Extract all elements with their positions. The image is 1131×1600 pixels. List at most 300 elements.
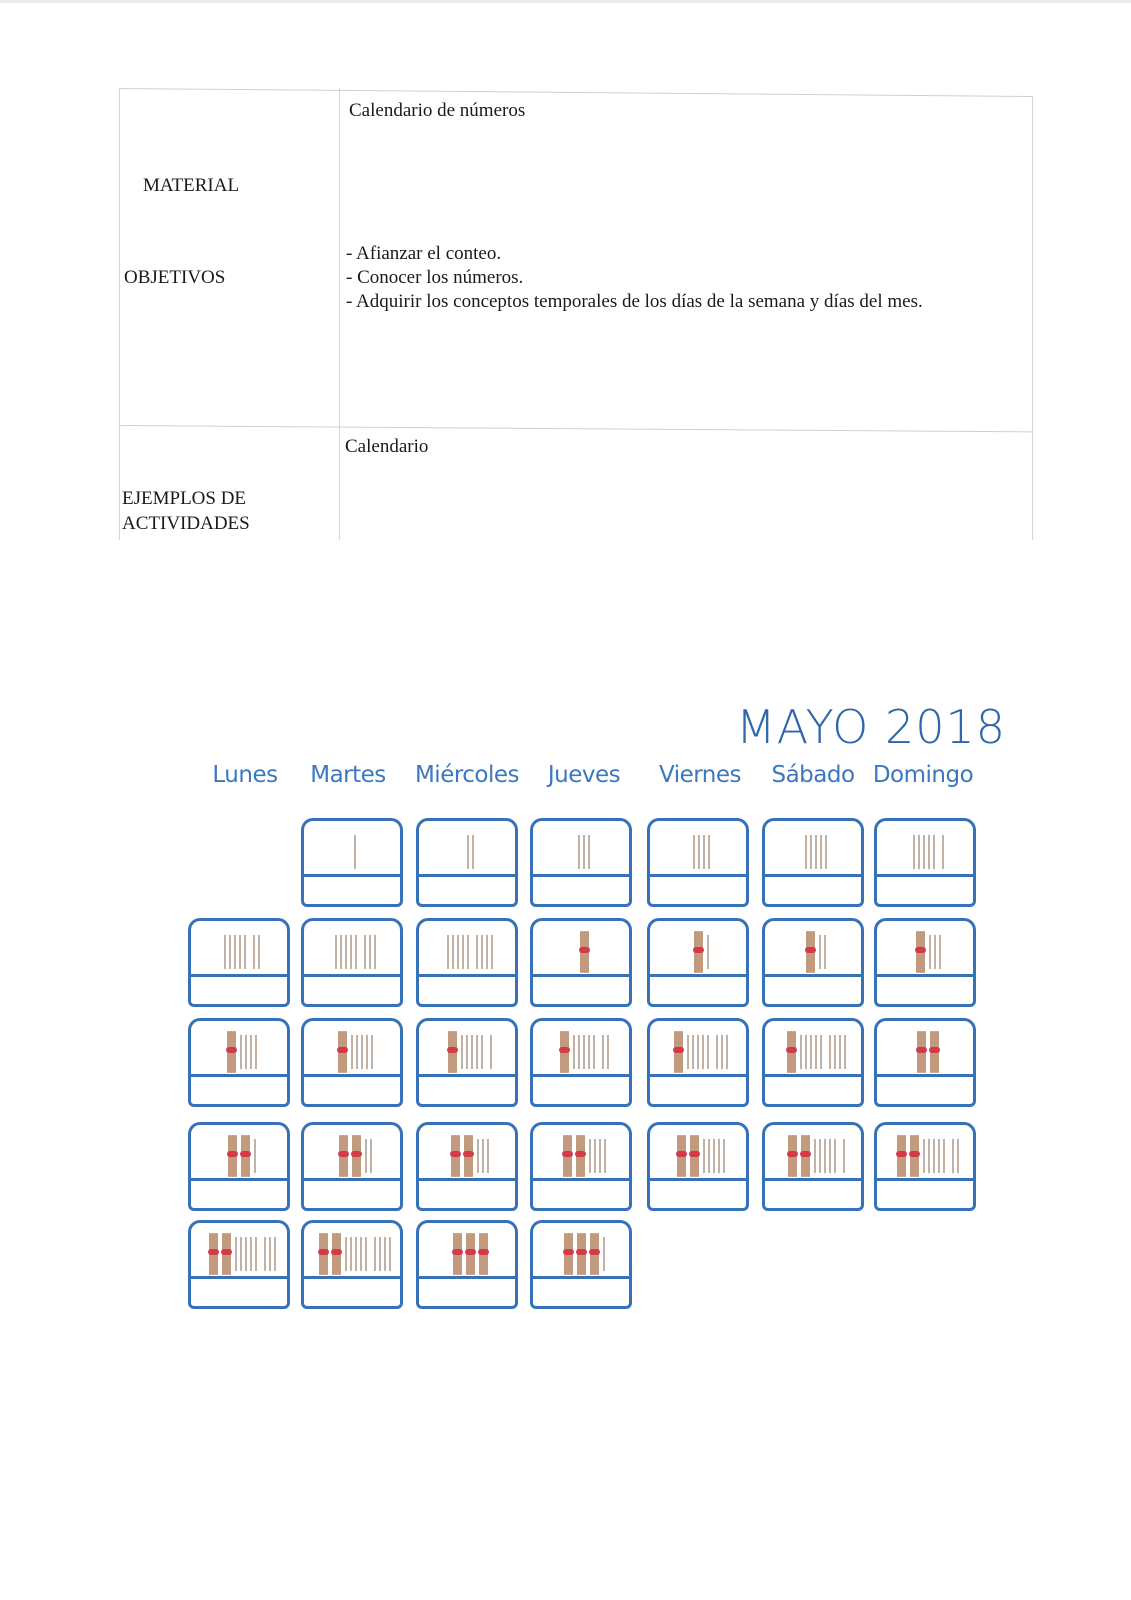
day-card-tally-area [301, 818, 403, 879]
unit-sticks [240, 1035, 257, 1069]
bundle-band [787, 1151, 798, 1157]
unit-stick [345, 1237, 347, 1271]
day-tally [422, 824, 518, 880]
weekday-domingo: Domingo [872, 762, 974, 788]
day-card-write-box[interactable] [188, 1178, 290, 1211]
day-card-tally-area [647, 818, 749, 879]
day-card-tally-area [530, 1018, 632, 1079]
unit-stick [481, 1035, 483, 1069]
unit-stick [819, 935, 821, 969]
unit-stick [707, 1035, 709, 1069]
unit-stick [583, 1035, 585, 1069]
unit-sticks [819, 935, 826, 969]
unit-sticks [461, 1035, 492, 1069]
weekday-sabado: Sábado [771, 762, 855, 788]
day-card[interactable] [188, 1220, 288, 1308]
day-card[interactable] [530, 818, 630, 906]
day-card-write-box[interactable] [530, 1074, 632, 1107]
bundle-band [575, 1151, 586, 1157]
day-card[interactable] [530, 1018, 630, 1106]
day-card-tally-area [188, 1122, 290, 1183]
unit-stick [939, 935, 941, 969]
unit-stick [240, 1237, 242, 1271]
unit-sticks [913, 835, 944, 869]
weekday-lunes: Lunes [212, 762, 278, 788]
unit-stick [335, 935, 337, 969]
unit-stick [467, 835, 469, 869]
unit-stick [702, 1035, 704, 1069]
unit-stick [834, 1139, 836, 1173]
unit-stick [815, 835, 817, 869]
unit-sticks [235, 1237, 276, 1271]
day-card-write-box[interactable] [647, 1178, 749, 1211]
day-tally [194, 924, 290, 980]
unit-stick [486, 935, 488, 969]
bundle-band [693, 947, 704, 953]
unit-stick [369, 935, 371, 969]
unit-stick [824, 935, 826, 969]
day-tally [653, 824, 749, 880]
unit-stick [703, 835, 705, 869]
day-card-write-box[interactable] [762, 1074, 864, 1107]
bundle-band [559, 1047, 570, 1053]
day-card-write-box[interactable] [762, 974, 864, 1007]
day-card-write-box[interactable] [416, 1276, 518, 1309]
day-tally [880, 924, 976, 980]
unit-stick [476, 1035, 478, 1069]
bundle-band [465, 1249, 476, 1255]
day-card-write-box[interactable] [647, 874, 749, 907]
day-card[interactable] [530, 1220, 630, 1308]
unit-stick [697, 1035, 699, 1069]
unit-stick [361, 1035, 363, 1069]
ten-stick-bundle [787, 1031, 796, 1073]
unit-stick [588, 1035, 590, 1069]
day-card-tally-area [647, 918, 749, 979]
unit-stick [365, 1139, 367, 1173]
unit-sticks [603, 1237, 605, 1271]
bundle-band [929, 1047, 940, 1053]
unit-stick [477, 1139, 479, 1173]
bundle-band [673, 1047, 684, 1053]
day-card-write-box[interactable] [874, 1178, 976, 1211]
unit-stick [692, 1035, 694, 1069]
ten-stick-bundle [451, 1135, 460, 1177]
day-card-tally-area [301, 1220, 403, 1281]
unit-stick [708, 1139, 710, 1173]
bundle-band [452, 1249, 463, 1255]
unit-sticks [693, 835, 710, 869]
bundle-band [805, 947, 816, 953]
day-card[interactable] [416, 918, 516, 1006]
ten-stick-bundle [209, 1233, 218, 1275]
day-card[interactable] [301, 1122, 401, 1210]
unit-stick [229, 935, 231, 969]
bundle-band [916, 1047, 927, 1053]
unit-stick [240, 1035, 242, 1069]
unit-stick [834, 1035, 836, 1069]
day-card-write-box[interactable] [530, 974, 632, 1007]
unit-stick [819, 1139, 821, 1173]
unit-stick [457, 935, 459, 969]
bundle-band [786, 1047, 797, 1053]
scan-edge [0, 0, 1131, 3]
day-card-tally-area [530, 818, 632, 879]
day-card[interactable] [530, 918, 630, 1006]
objetivo-item: - Adquirir los conceptos temporales de los días de la semana y días del mes. [346, 291, 923, 312]
unit-stick [707, 935, 709, 969]
unit-stick [721, 1035, 723, 1069]
unit-stick [345, 935, 347, 969]
day-card-write-box[interactable] [301, 874, 403, 907]
day-card[interactable] [647, 1122, 747, 1210]
day-card-write-box[interactable] [874, 1074, 976, 1107]
unit-stick [913, 835, 915, 869]
day-card-tally-area [647, 1122, 749, 1183]
day-card-write-box[interactable] [301, 974, 403, 1007]
ten-stick-bundle [227, 1031, 236, 1073]
unit-stick [814, 1139, 816, 1173]
day-card[interactable] [301, 1018, 401, 1106]
day-card-tally-area [762, 1018, 864, 1079]
day-card-tally-area [530, 918, 632, 979]
unit-stick [918, 835, 920, 869]
bundle-band [208, 1249, 219, 1255]
unit-stick [952, 1139, 954, 1173]
day-card-tally-area [874, 1122, 976, 1183]
ejemplos-label-line2: ACTIVIDADES [122, 513, 250, 534]
bundle-band [915, 947, 926, 953]
unit-stick [829, 1035, 831, 1069]
unit-stick [467, 935, 469, 969]
bundle-band [450, 1151, 461, 1157]
day-tally [653, 1128, 749, 1184]
unit-stick [462, 935, 464, 969]
unit-stick [461, 1035, 463, 1069]
day-card[interactable] [188, 1018, 288, 1106]
unit-stick [452, 935, 454, 969]
unit-stick [843, 1139, 845, 1173]
day-card-tally-area [647, 1018, 749, 1079]
day-card-write-box[interactable] [301, 1276, 403, 1309]
day-card-write-box[interactable] [874, 874, 976, 907]
day-card-write-box[interactable] [188, 1074, 290, 1107]
bundle-band [800, 1151, 811, 1157]
ten-stick-bundle [590, 1233, 599, 1275]
day-tally [307, 1128, 403, 1184]
unit-stick [274, 1237, 276, 1271]
unit-stick [239, 935, 241, 969]
unit-stick [800, 1035, 802, 1069]
unit-stick [810, 835, 812, 869]
day-tally [880, 824, 976, 880]
ten-stick-bundle [916, 931, 925, 973]
day-card[interactable] [188, 918, 288, 1006]
day-card-tally-area [762, 1122, 864, 1183]
unit-stick [933, 835, 935, 869]
day-card[interactable] [647, 918, 747, 1006]
bundle-band [896, 1151, 907, 1157]
bundle-band [318, 1249, 329, 1255]
unit-stick [472, 835, 474, 869]
day-card[interactable] [762, 1122, 862, 1210]
unit-stick [829, 1139, 831, 1173]
unit-stick [594, 1139, 596, 1173]
unit-sticks [447, 935, 493, 969]
unit-stick [360, 1237, 362, 1271]
ten-stick-bundle [448, 1031, 457, 1073]
day-card[interactable] [874, 1122, 974, 1210]
calendar-title: MAYO 2018 [736, 700, 1007, 754]
unit-sticks [703, 1139, 725, 1173]
bundle-band [579, 947, 590, 953]
ten-stick-bundle [241, 1135, 250, 1177]
table-column-divider [339, 88, 340, 540]
unit-stick [805, 1035, 807, 1069]
day-card-write-box[interactable] [416, 974, 518, 1007]
day-tally [194, 1024, 290, 1080]
ten-stick-bundle [319, 1233, 328, 1275]
day-card-write-box[interactable] [416, 1074, 518, 1107]
ten-stick-bundle [352, 1135, 361, 1177]
unit-stick [957, 1139, 959, 1173]
unit-stick [604, 1139, 606, 1173]
bundle-band [227, 1151, 238, 1157]
unit-stick [805, 835, 807, 869]
day-card-tally-area [416, 1018, 518, 1079]
day-card[interactable] [416, 1018, 516, 1106]
ten-stick-bundle [806, 931, 815, 973]
unit-stick [825, 835, 827, 869]
ten-stick-bundle [332, 1233, 341, 1275]
objetivo-item: - Afianzar el conteo. [346, 243, 502, 264]
day-card[interactable] [762, 1018, 862, 1106]
unit-sticks [365, 1139, 372, 1173]
day-card[interactable] [762, 918, 862, 1006]
unit-sticks [351, 1035, 373, 1069]
unit-stick [340, 935, 342, 969]
unit-sticks [467, 835, 474, 869]
unit-stick [810, 1035, 812, 1069]
day-tally [536, 1024, 632, 1080]
day-card[interactable] [301, 918, 401, 1006]
ten-stick-bundle [788, 1135, 797, 1177]
weekday-jueves: Jueves [547, 762, 621, 788]
day-card[interactable] [874, 918, 974, 1006]
day-card-write-box[interactable] [530, 1276, 632, 1309]
unit-stick [447, 935, 449, 969]
day-card-write-box[interactable] [530, 1178, 632, 1211]
unit-stick [235, 1237, 237, 1271]
day-tally [422, 924, 518, 980]
day-card[interactable] [301, 1220, 401, 1308]
weekday-miercoles: Miércoles [414, 762, 520, 788]
ten-stick-bundle [222, 1233, 231, 1275]
unit-stick [244, 935, 246, 969]
bundle-band [463, 1151, 474, 1157]
bundle-band [221, 1249, 232, 1255]
unit-stick [356, 1035, 358, 1069]
ten-stick-bundle [801, 1135, 810, 1177]
day-card-tally-area [301, 918, 403, 979]
day-card-write-box[interactable] [530, 874, 632, 907]
unit-sticks [224, 935, 260, 969]
unit-sticks [254, 1139, 256, 1173]
day-card-write-box[interactable] [301, 1178, 403, 1211]
objetivos-label: OBJETIVOS [124, 267, 226, 288]
material-label: MATERIAL [143, 175, 240, 196]
unit-sticks [578, 835, 590, 869]
bundle-band [576, 1249, 587, 1255]
bundle-band [478, 1249, 489, 1255]
day-card[interactable] [874, 818, 974, 906]
unit-stick [708, 835, 710, 869]
day-card-write-box[interactable] [416, 874, 518, 907]
unit-stick [366, 1035, 368, 1069]
unit-stick [839, 1035, 841, 1069]
unit-stick [364, 935, 366, 969]
ten-stick-bundle [690, 1135, 699, 1177]
unit-stick [583, 835, 585, 869]
ten-stick-bundle [466, 1233, 475, 1275]
unit-stick [938, 1139, 940, 1173]
unit-stick [599, 1139, 601, 1173]
day-tally [536, 1128, 632, 1184]
ejemplos-content: Calendario [345, 436, 429, 457]
unit-sticks [687, 1035, 728, 1069]
unit-sticks [354, 835, 356, 869]
unit-sticks [589, 1139, 606, 1173]
ten-stick-bundle [577, 1233, 586, 1275]
day-card-write-box[interactable] [188, 1276, 290, 1309]
day-card-write-box[interactable] [647, 1074, 749, 1107]
unit-stick [603, 1237, 605, 1271]
unit-stick [820, 835, 822, 869]
day-card-write-box[interactable] [647, 974, 749, 1007]
day-card-write-box[interactable] [874, 974, 976, 1007]
unit-sticks [573, 1035, 609, 1069]
day-card[interactable] [530, 1122, 630, 1210]
day-card[interactable] [301, 818, 401, 906]
unit-stick [578, 835, 580, 869]
unit-sticks [335, 935, 376, 969]
unit-stick [934, 935, 936, 969]
day-card[interactable] [416, 1220, 516, 1308]
unit-stick [253, 935, 255, 969]
day-tally [422, 1024, 518, 1080]
ten-stick-bundle [228, 1135, 237, 1177]
day-card-tally-area [188, 918, 290, 979]
day-card-tally-area [416, 1220, 518, 1281]
unit-stick [589, 1139, 591, 1173]
day-card-write-box[interactable] [188, 974, 290, 1007]
ten-stick-bundle [339, 1135, 348, 1177]
ten-stick-bundle [479, 1233, 488, 1275]
unit-stick [384, 1237, 386, 1271]
ten-stick-bundle [930, 1031, 939, 1073]
unit-stick [264, 1237, 266, 1271]
ten-stick-bundle [464, 1135, 473, 1177]
unit-stick [374, 935, 376, 969]
unit-stick [245, 1035, 247, 1069]
unit-sticks [707, 935, 709, 969]
unit-stick [713, 1139, 715, 1173]
unit-stick [354, 835, 356, 869]
unit-stick [374, 1237, 376, 1271]
day-tally [880, 1128, 976, 1184]
day-card-tally-area [874, 918, 976, 979]
day-card-write-box[interactable] [416, 1178, 518, 1211]
unit-stick [254, 1139, 256, 1173]
day-tally [307, 1024, 403, 1080]
unit-sticks [477, 1139, 489, 1173]
bundle-band [226, 1047, 237, 1053]
unit-stick [824, 1139, 826, 1173]
day-card[interactable] [188, 1122, 288, 1210]
unit-stick [578, 1035, 580, 1069]
day-card-tally-area [188, 1220, 290, 1281]
unit-stick [379, 1237, 381, 1271]
bundle-band [351, 1151, 362, 1157]
unit-stick [351, 1035, 353, 1069]
ten-stick-bundle [580, 931, 589, 973]
day-card-tally-area [762, 918, 864, 979]
unit-stick [476, 935, 478, 969]
unit-stick [224, 935, 226, 969]
unit-stick [928, 1139, 930, 1173]
day-card-write-box[interactable] [301, 1074, 403, 1107]
unit-stick [355, 1237, 357, 1271]
unit-stick [607, 1035, 609, 1069]
unit-stick [602, 1035, 604, 1069]
ten-stick-bundle [677, 1135, 686, 1177]
unit-stick [942, 835, 944, 869]
unit-sticks [929, 935, 941, 969]
day-card[interactable] [416, 818, 516, 906]
day-tally [307, 1226, 403, 1282]
day-tally [536, 924, 632, 980]
ten-stick-bundle [453, 1233, 462, 1275]
day-card-tally-area [530, 1220, 632, 1281]
unit-stick [371, 1035, 373, 1069]
objetivos-list [346, 242, 1006, 314]
unit-stick [693, 835, 695, 869]
day-card-write-box[interactable] [762, 1178, 864, 1211]
table-left-border [119, 88, 120, 540]
day-tally [653, 1024, 749, 1080]
day-tally [768, 924, 864, 980]
day-card[interactable] [874, 1018, 974, 1106]
day-tally [307, 824, 403, 880]
day-tally [768, 824, 864, 880]
day-card[interactable] [647, 1018, 747, 1106]
table-row-divider [119, 425, 1032, 432]
unit-stick [933, 1139, 935, 1173]
ten-stick-bundle [674, 1031, 683, 1073]
day-card[interactable] [416, 1122, 516, 1210]
unit-stick [698, 835, 700, 869]
day-card-write-box[interactable] [762, 874, 864, 907]
bundle-band [337, 1047, 348, 1053]
unit-stick [593, 1035, 595, 1069]
unit-stick [370, 1139, 372, 1173]
unit-stick [471, 1035, 473, 1069]
day-card-tally-area [188, 1018, 290, 1079]
unit-stick [482, 1139, 484, 1173]
bundle-band [331, 1249, 342, 1255]
day-card[interactable] [647, 818, 747, 906]
day-card[interactable] [762, 818, 862, 906]
